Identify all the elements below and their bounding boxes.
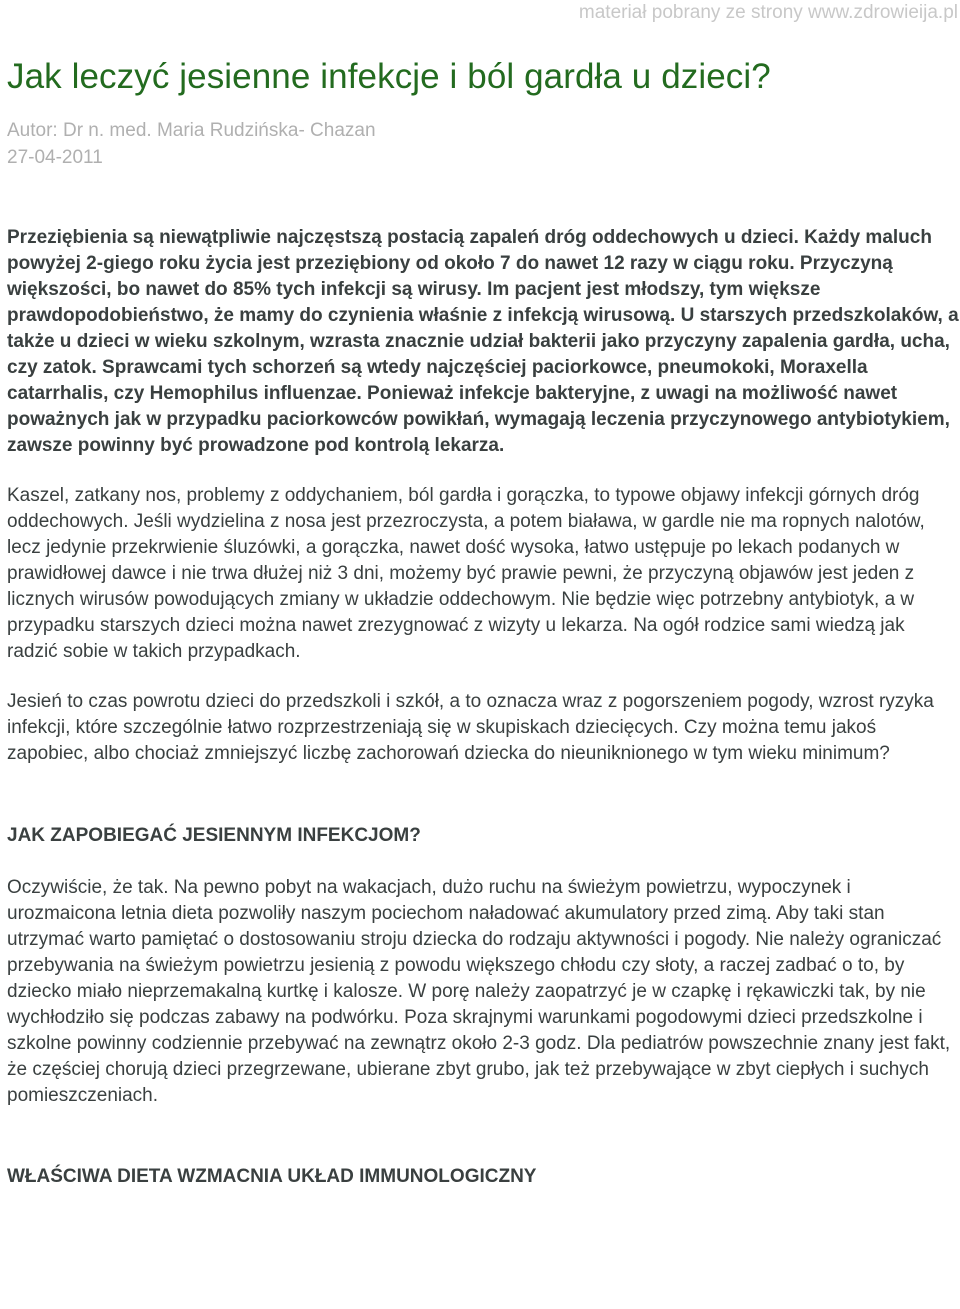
article bbox=[7, 0, 960, 1190]
section-heading-diet: WŁAŚCIWA DIETA WZMACNIA UKŁAD IMMUNOLOGICZNY bbox=[7, 1166, 537, 1187]
article-paragraph-3: Oczywiście, że tak. Na pewno pobyt na wakacjach, dużo ruchu na świeżym powietrzu, wypoczynek i urozmaicona letnia dieta pozwoliły naszym pociechom naładować akumulatory przed zimą. Aby taki stan utrzymać warto pamiętać o dostosowaniu stroju dziecka do rodzaju aktywności i pogody. Nie należy ograniczać przebywania na świeżym powietrzu jesienią z powodu większego chłodu czy słoty, a raczej zadbać o to, by dziecko miało nieprzemakalną kurtkę i kalosze. W porę należy zaopatrzyć je w czapkę i rękawiczki tak, by nie wychłodziło się podczas zabawy na podwórku. Poza skrajnymi warunkami pogodowymi dzieci przedszkolne i szkolne powinny codziennie przebywać na zewnątrz około 2-3 godz. Dla pediatrów powszechnie znany jest fakt, że częściej chorują dzieci przegrzewane, ubierane zbyt grubo, jak też przebywające w zbyt ciepłych i suchych pomieszczeniach. bbox=[7, 877, 951, 1106]
article-title: Jak leczyć jesienne infekcje i ból gardła u dzieci? bbox=[7, 57, 771, 96]
article-meta bbox=[7, 117, 960, 171]
section-heading-prevention: JAK ZAPOBIEGAĆ JESIENNYM INFEKCJOM? bbox=[7, 825, 421, 846]
article-lead: Przeziębienia są niewątpliwie najczęstszą postacią zapaleń dróg oddechowych u dzieci. Każdy maluch powyżej 2-giego roku życia jest przeziębiony od około 7 do nawet 12 razy w ciągu roku. Przyczyną większości, bo nawet do 85% tych infekcji są wirusy. Im pacjent jest młodszy, tym większe prawdopodobieństwo, że mamy do czynienia właśnie z infekcją wirusową. U starszych przedszkolaków, a także u dzieci w wieku szkolnym, wzrasta znacznie udział bakterii jako przyczyny zapalenia gardła, ucha, czy zatok. Sprawcami tych schorzeń są wtedy najczęściej paciorkowce, pneumokoki, Moraxella catarrhalis, czy Hemophilus influenzae. Ponieważ infekcje bakteryjne, z uwagi na możliwość nawet poważnych jak w przypadku paciorkowców powikłań, wymagają leczenia przyczynowego antybiotykiem, zawsze powinny być prowadzone pod kontrolą lekarza. bbox=[7, 227, 959, 456]
article-author: Autor: Dr n. med. Maria Rudzińska- Chazan bbox=[7, 120, 376, 141]
article-paragraph-2: Jesień to czas powrotu dzieci do przedszkoli i szkół, a to oznacza wraz z pogorszeniem pogody, wzrost ryzyka infekcji, które szczególnie łatwo rozprzestrzeniają się w skupiskach dziecięcych. Czy można temu jakoś zapobiec, albo chociaż zmniejszyć liczbę zachorowań dziecka do nieuniknionego w tym wieku minimum? bbox=[7, 691, 934, 764]
article-paragraph-1: Kaszel, zatkany nos, problemy z oddychaniem, ból gardła i gorączka, to typowe objawy infekcji górnych dróg oddechowych. Jeśli wydzielina z nosa jest przezroczysta, a potem biaława, w gardle nie ma ropnych nalotów, lecz jedynie przekrwienie śluzówki, a gorączka, nawet dość wysoka, łatwo ustępuje po lekach podanych w prawidłowej dawce i nie trwa dłużej niż 3 dni, możemy być prawie pewni, że przyczyną objawów jest jeden z licznych wirusów powodujących zmiany w układzie oddechowym. Nie będzie więc potrzebny antybiotyk, a w przypadku starszych dzieci można nawet zrezygnować z wizyty u lekarza. Na ogół rodzice sami wiedzą jak radzić sobie w takich przypadkach. bbox=[7, 485, 925, 662]
article-date: 27-04-2011 bbox=[7, 147, 103, 168]
source-note: materiał pobrany ze strony www.zdrowieija.pl bbox=[578, 2, 958, 23]
